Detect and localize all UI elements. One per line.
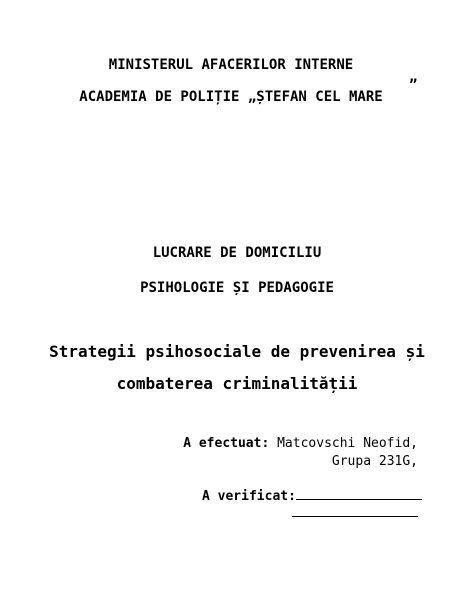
verifier-label: A verificat:: [202, 489, 296, 504]
academy-heading: ACADEMIA DE POLIȚIE „ȘTEFAN CEL MARE: [79, 89, 383, 105]
signature-line-second: [292, 516, 418, 517]
document-title-line-2: combaterea criminalității: [116, 374, 358, 393]
author-label: A efectuat:: [183, 436, 270, 451]
subject-heading: PSIHOLOGIE ȘI PEDAGOGIE: [140, 280, 334, 296]
stray-quote-mark: „: [409, 69, 418, 85]
verifier-line: [202, 487, 422, 504]
author-name: Matcovschi Neofid,: [277, 436, 418, 451]
ministry-heading: MINISTERUL AFACERILOR INTERNE: [108, 57, 354, 73]
author-line: [183, 436, 418, 451]
signature-line: [296, 487, 422, 500]
document-title-line-1: Strategii psihosociale de prevenirea și: [49, 342, 425, 361]
work-type-heading: LUCRARE DE DOMICILIU: [152, 245, 322, 261]
author-group: Grupa 231G,: [331, 454, 418, 469]
